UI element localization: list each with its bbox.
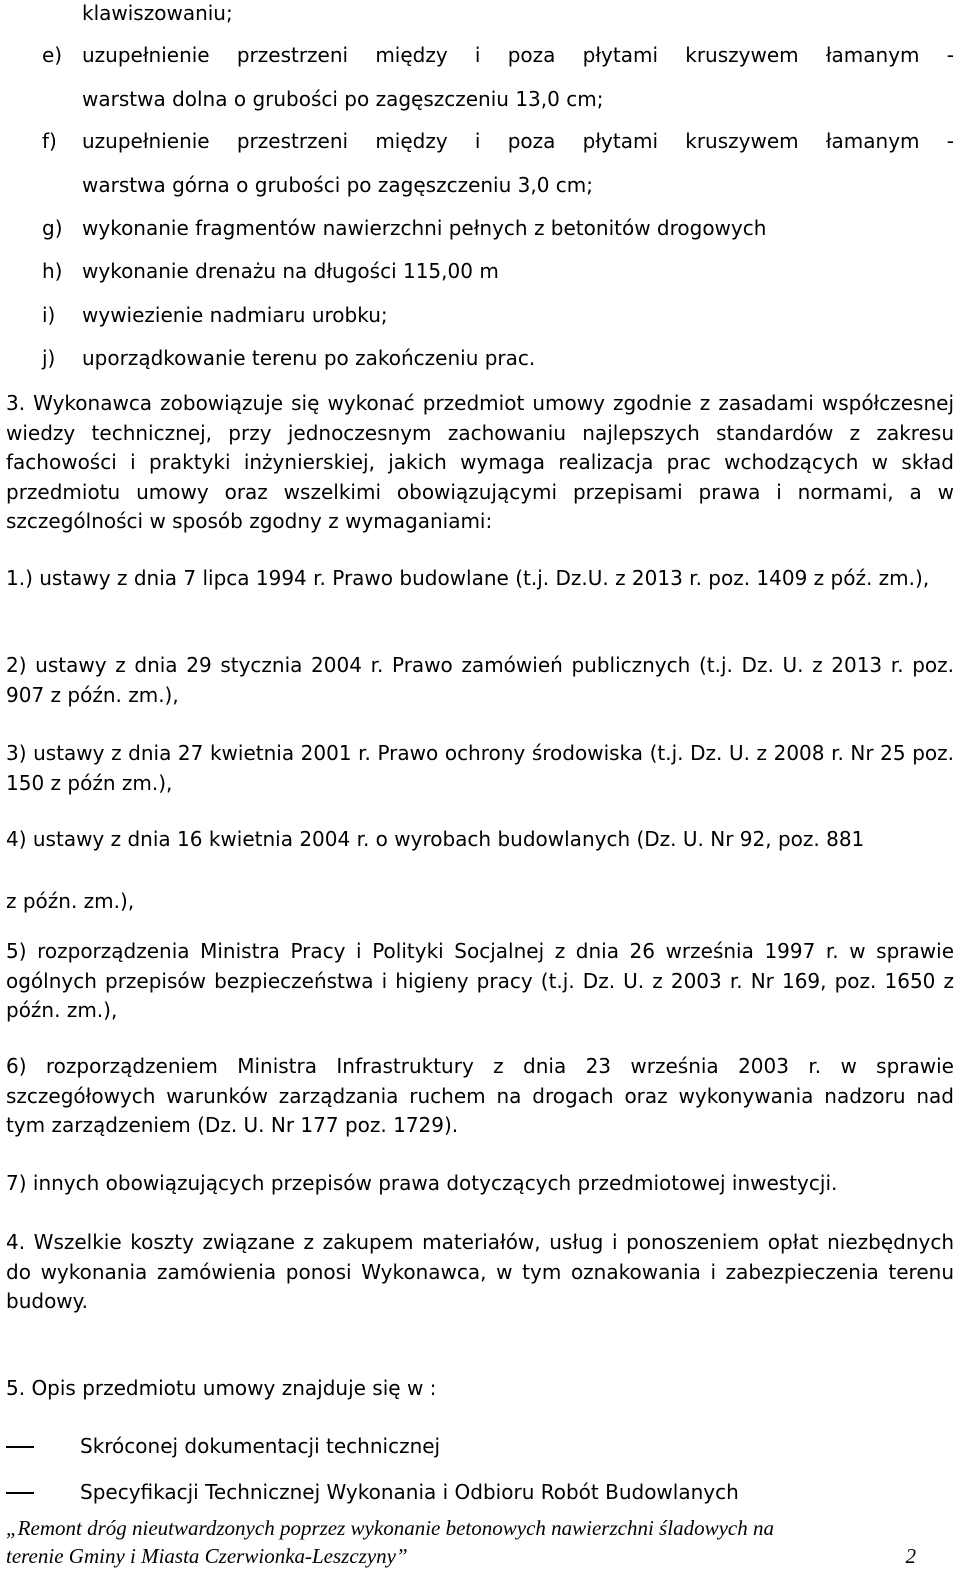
law-2: 2) ustawy z dnia 29 stycznia 2004 r. Prawo zamówień publicznych (t.j. Dz. U. z 2013 r. poz. 907 z późn. zm.), — [6, 653, 954, 707]
law-4: 4) ustawy z dnia 16 kwietnia 2004 r. o wyrobach budowlanych (Dz. U. Nr 92, poz. 881 — [6, 827, 865, 851]
list-item-i: wywiezienie nadmiaru urobku; — [82, 303, 388, 327]
list-item-h: wykonanie drenażu na długości 115,00 m — [82, 259, 499, 283]
bullet-item: Skróconej dokumentacji technicznej — [80, 1434, 441, 1458]
list-label-j: j) — [42, 346, 56, 370]
bullet-dash — [6, 1492, 34, 1494]
section-4-paragraph: 4. Wszelkie koszty związane z zakupem materiałów, usług i ponoszeniem opłat niezbędnych do wykonania zamówienia ponosi Wykonawca, w tym oznakowania i zabezpieczenia terenu budowy. — [6, 1230, 954, 1314]
section-5-heading: 5. Opis przedmiotu umowy znajduje się w : — [6, 1376, 437, 1400]
bullet-item: Specyfikacji Technicznej Wykonania i Odbioru Robót Budowlanych — [80, 1480, 739, 1504]
law-4-continuation: z późn. zm.), — [6, 889, 135, 913]
list-label-i: i) — [42, 303, 56, 327]
footer-line-1: „Remont dróg nieutwardzonych poprzez wykonanie betonowych nawierzchni śladowych na — [6, 1516, 774, 1540]
list-label-h: h) — [42, 259, 63, 283]
law-3: 3) ustawy z dnia 27 kwietnia 2001 r. Prawo ochrony środowiska (t.j. Dz. U. z 2008 r. Nr 25 poz. 150 z późn zm.), — [6, 741, 954, 795]
list-item-f-line1: uzupełnienie przestrzeni między i poza płytami kruszywem łamanym - — [82, 129, 954, 153]
section-3-paragraph: 3. Wykonawca zobowiązuje się wykonać przedmiot umowy zgodnie z zasadami współczesnej wiedzy technicznej, przy jednoczesnym zachowaniu najlepszych standardów z zakresu fachowości i praktyki inżynierskiej, jakich wymaga realizacja prac wchodzących w skład przedmiotu umowy oraz wszelkimi obowiązującymi przepisami prawa i normami, a w szczególności w sposób zgodny z wymaganiami: — [6, 391, 954, 534]
list-label-e: e) — [42, 43, 63, 67]
list-continuation: klawiszowaniu; — [82, 1, 233, 25]
law-5: 5) rozporządzenia Ministra Pracy i Polityki Socjalnej z dnia 26 września 1997 r. w sprawie ogólnych przepisów bezpieczeństwa i higieny pracy (t.j. Dz. U. z 2003 r. Nr 169, poz. 1650 z późn. zm.), — [6, 939, 954, 1023]
law-1: 1.) ustawy z dnia 7 lipca 1994 r. Prawo budowlane (t.j. Dz.U. z 2013 r. poz. 1409 z póź. zm.), — [6, 566, 930, 590]
list-item-g: wykonanie fragmentów nawierzchni pełnych z betonitów drogowych — [82, 216, 767, 240]
bullet-dash — [6, 1446, 34, 1448]
law-6: 6) rozporządzeniem Ministra Infrastruktury z dnia 23 września 2003 r. w sprawie szczegółowych warunków zarządzania ruchem na drogach oraz wykonywania nadzoru nad tym zarządzeniem (Dz. U. Nr 177 poz. 1729). — [6, 1054, 954, 1138]
page-number: 2 — [905, 1544, 916, 1568]
list-label-f: f) — [42, 129, 57, 153]
list-item-e-line1: uzupełnienie przestrzeni między i poza płytami kruszywem łamanym - — [82, 43, 954, 67]
footer-line-2: terenie Gminy i Miasta Czerwionka-Leszczyny” — [6, 1544, 408, 1568]
list-label-g: g) — [42, 216, 63, 240]
list-item-j: uporządkowanie terenu po zakończeniu prac. — [82, 346, 536, 370]
list-item-f-line2: warstwa górna o grubości po zagęszczeniu 3,0 cm; — [82, 173, 594, 197]
list-item-e-line2: warstwa dolna o grubości po zagęszczeniu 13,0 cm; — [82, 87, 604, 111]
law-7: 7) innych obowiązujących przepisów prawa dotyczących przedmiotowej inwestycji. — [6, 1171, 838, 1195]
